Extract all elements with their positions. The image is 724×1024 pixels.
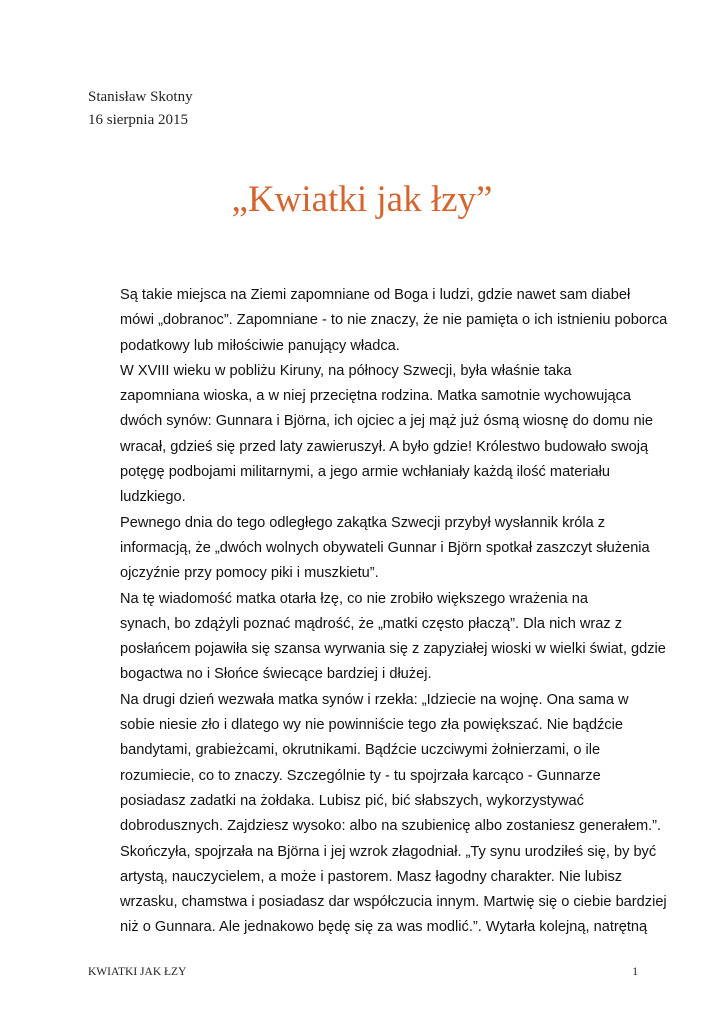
text-line: ojczyźnie przy pomocy piki i muszkietu”.: [120, 565, 379, 582]
text-line: Są takie miejsca na Ziemi zapomniane od Boga i ludzi, gdzie nawet sam diabeł: [120, 287, 631, 303]
text-line: Pewnego dnia do tego odległego zakątka Szwecji przybył wysłannik króla z: [120, 514, 606, 531]
paragraph: [88, 511, 650, 587]
paragraph: [88, 283, 668, 359]
text-line: dwóch synów: Gunnara i Björna, ich ojciec a jej mąż już ósmą wiosnę do domu nie: [120, 413, 653, 430]
text-line: ludzkiego.: [120, 489, 186, 506]
document-title: „Kwiatki jak łzy”: [231, 179, 493, 220]
text-line: wrzasku, chamstwa i posiadasz dar współczucia innym. Martwię się o ciebie bardziej: [120, 894, 667, 911]
page-number: 1: [632, 966, 638, 978]
paragraph: [88, 688, 667, 941]
paragraph: [88, 587, 666, 688]
text-line: W XVIII wieku w pobliżu Kiruny, na północy Szwecji, była właśnie taka: [120, 362, 572, 379]
text-line: podatkowy lub miłościwie panujący władca.: [120, 337, 400, 354]
text-line: Skończyła, spojrzała na Björna i jej wzrok złagodniał. „Ty synu urodziłeś się, by być: [120, 843, 657, 860]
paragraph: [88, 359, 653, 511]
author-name: Stanisław Skotny: [88, 89, 193, 105]
page-footer: [88, 966, 638, 978]
running-title: KWIATKI JAK ŁZY: [88, 966, 187, 978]
text-line: bandytami, grabieżcami, okrutnikami. Bądźcie uczciwymi żołnierzami, o ile: [120, 742, 601, 759]
text-line: informacją, że „dwóch wolnych obywateli Gunnar i Björn spotkał zaszczyt służenia: [120, 539, 650, 556]
text-line: posłańcem pojawiła się szansa wyrwania się z zapyziałej wioski w wielki świat, gdzie: [120, 641, 666, 658]
author-block: [88, 86, 193, 132]
body-text: [88, 283, 668, 941]
text-line: dobrodusznych. Zajdziesz wysoko: albo na szubienicę albo zostaniesz generałem.”.: [120, 818, 662, 835]
text-line: artystą, nauczycielem, a może i pastorem. Masz łagodny charakter. Nie lubisz: [120, 868, 623, 885]
text-line: niż o Gunnara. Ale jednakowo będę się za was modlić.”. Wytarła kolejną, natrętną: [120, 919, 648, 936]
text-line: zapomniana wioska, a w niej przeciętna rodzina. Matka samotnie wychowująca: [120, 388, 632, 405]
text-line: synach, bo zdążyli poznać mądrość, że „matki często płaczą”. Dla nich wraz z: [120, 615, 623, 632]
text-line: mówi „dobranoc”. Zapomniane - to nie znaczy, że nie pamięta o ich istnieniu poborca: [120, 312, 668, 329]
text-line: rozumiecie, co to znaczy. Szczególnie ty - tu spojrzała karcąco - Gunnarze: [120, 767, 601, 784]
text-line: bogactwa no i Słońce świecące bardziej i dłużej.: [120, 666, 432, 683]
text-line: posiadasz zadatki na żołdaka. Lubisz pić, bić słabszych, wykorzystywać: [120, 792, 584, 809]
text-line: Na tę wiadomość matka otarła łzę, co nie zrobiło większego wrażenia na: [120, 590, 589, 607]
text-line: potęgę podbojami militarnymi, a jego armie wchłaniały każdą ilość materiału: [120, 464, 610, 481]
text-line: sobie niesie zło i dlatego wy nie powinniście tego zła powiększać. Nie bądźcie: [120, 717, 623, 734]
text-line: wracał, gdzieś się przed laty zawieruszył. A było gdzie! Królestwo budowało swoją: [120, 438, 649, 455]
text-line: Na drugi dzień wezwała matka synów i rzekła: „Idziecie na wojnę. Ona sama w: [120, 691, 629, 708]
document-date: 16 sierpnia 2015: [88, 112, 188, 128]
